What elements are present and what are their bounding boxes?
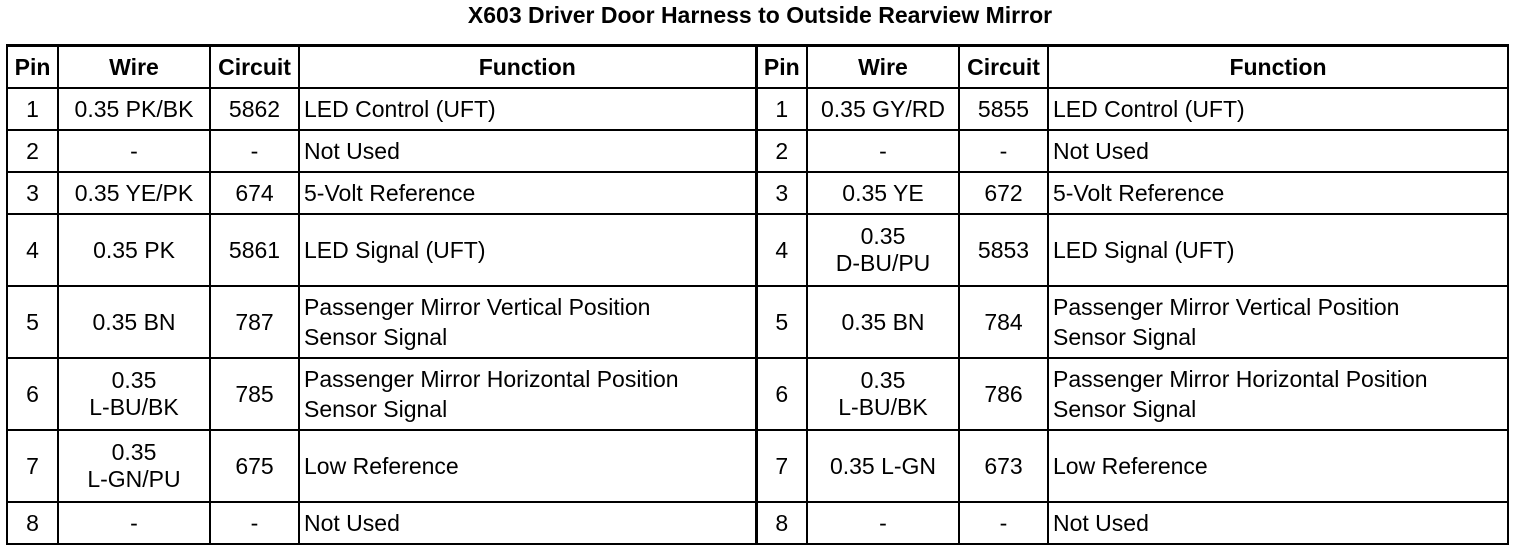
circuit-cell: - xyxy=(959,502,1048,544)
pin-cell: 5 xyxy=(7,286,58,358)
wire-cell xyxy=(58,172,210,214)
wire-text: 0.35 YE xyxy=(842,179,924,206)
header-function: Function xyxy=(299,46,756,89)
function-text: LED Control (UFT) xyxy=(1053,96,1245,122)
wire-text: 0.35 GY/RD xyxy=(821,95,945,122)
function-cell xyxy=(299,88,756,130)
wire-text: 0.35 PK xyxy=(93,236,175,263)
wire-cell xyxy=(58,430,210,502)
pin-cell: 2 xyxy=(756,130,807,172)
wire-cell xyxy=(807,214,959,286)
wire-cell xyxy=(807,286,959,358)
circuit-cell: 787 xyxy=(210,286,299,358)
function-text: Sensor Signal xyxy=(1053,324,1197,350)
wire-cell xyxy=(807,502,959,544)
table-row xyxy=(7,130,1508,172)
function-text: Passenger Mirror Horizontal Position xyxy=(1053,366,1428,392)
circuit-cell: 674 xyxy=(210,172,299,214)
wire-cell xyxy=(58,502,210,544)
wire-text: - xyxy=(130,137,138,164)
function-cell xyxy=(299,358,756,430)
table-row xyxy=(7,286,1508,358)
page-title: X603 Driver Door Harness to Outside Rearview Mirror xyxy=(467,2,1053,28)
function-cell xyxy=(1048,88,1508,130)
table-row xyxy=(7,358,1508,430)
pin-cell: 3 xyxy=(7,172,58,214)
header-wire: Wire xyxy=(807,46,959,89)
function-text: Not Used xyxy=(1053,138,1149,164)
wire-text: L-BU/BK xyxy=(838,394,928,420)
function-cell xyxy=(1048,172,1508,214)
function-cell xyxy=(1048,502,1508,544)
function-text: Passenger Mirror Vertical Position xyxy=(1053,294,1400,320)
wire-text: 0.35 BN xyxy=(92,308,176,335)
wire-cell xyxy=(807,130,959,172)
function-text: LED Signal (UFT) xyxy=(304,237,486,263)
wire-text: 0.35 xyxy=(860,223,906,249)
wire-text: L-GN/PU xyxy=(87,466,181,492)
pin-cell: 8 xyxy=(7,502,58,544)
header-wire: Wire xyxy=(58,46,210,89)
function-text: Low Reference xyxy=(304,453,459,479)
circuit-cell: 5862 xyxy=(210,88,299,130)
function-cell xyxy=(1048,130,1508,172)
function-cell xyxy=(299,286,756,358)
pin-cell: 2 xyxy=(7,130,58,172)
function-text: LED Control (UFT) xyxy=(304,96,496,122)
pin-cell: 4 xyxy=(756,214,807,286)
wire-text: 0.35 BN xyxy=(841,308,925,335)
function-cell xyxy=(1048,358,1508,430)
function-text: Sensor Signal xyxy=(1053,396,1197,422)
function-text: 5-Volt Reference xyxy=(304,180,476,206)
function-cell xyxy=(1048,286,1508,358)
table-body xyxy=(7,88,1508,544)
function-text: Low Reference xyxy=(1053,453,1208,479)
circuit-cell: 675 xyxy=(210,430,299,502)
circuit-cell: 786 xyxy=(959,358,1048,430)
function-text: Passenger Mirror Vertical Position xyxy=(304,294,651,320)
header-function: Function xyxy=(1048,46,1508,89)
function-text: Not Used xyxy=(304,510,400,536)
wire-cell xyxy=(58,358,210,430)
pin-cell: 7 xyxy=(7,430,58,502)
wire-cell xyxy=(807,88,959,130)
pin-cell: 4 xyxy=(7,214,58,286)
header-pin: Pin xyxy=(7,46,58,89)
wire-text: 0.35 xyxy=(111,367,157,393)
connector-pinout-table xyxy=(6,44,1509,545)
function-cell xyxy=(299,502,756,544)
function-cell xyxy=(299,130,756,172)
function-text: Not Used xyxy=(1053,510,1149,536)
circuit-cell: - xyxy=(959,130,1048,172)
table-row xyxy=(7,172,1508,214)
circuit-cell: 784 xyxy=(959,286,1048,358)
wire-text: 0.35 xyxy=(111,439,157,465)
header-circuit: Circuit xyxy=(210,46,299,89)
wire-text: L-BU/BK xyxy=(89,394,179,420)
pin-cell: 3 xyxy=(756,172,807,214)
table-row xyxy=(7,214,1508,286)
wire-text: 0.35 PK/BK xyxy=(74,95,194,122)
wire-cell xyxy=(807,358,959,430)
wire-text: - xyxy=(130,509,138,536)
pin-cell: 1 xyxy=(7,88,58,130)
function-text: Not Used xyxy=(304,138,400,164)
pin-cell: 6 xyxy=(7,358,58,430)
function-cell xyxy=(299,214,756,286)
circuit-cell: 5853 xyxy=(959,214,1048,286)
function-cell xyxy=(1048,430,1508,502)
circuit-cell: 785 xyxy=(210,358,299,430)
pin-cell: 6 xyxy=(756,358,807,430)
function-text: Sensor Signal xyxy=(304,324,448,350)
wire-text: 0.35 YE/PK xyxy=(74,179,194,206)
wire-cell xyxy=(58,286,210,358)
wire-text: - xyxy=(879,137,887,164)
wire-cell xyxy=(58,214,210,286)
wire-text: D-BU/PU xyxy=(835,250,931,276)
function-cell xyxy=(1048,214,1508,286)
wire-cell xyxy=(807,172,959,214)
function-text: LED Signal (UFT) xyxy=(1053,237,1235,263)
function-text: Passenger Mirror Horizontal Position xyxy=(304,366,679,392)
function-text: Sensor Signal xyxy=(304,396,448,422)
wire-text: - xyxy=(879,509,887,536)
circuit-cell: 673 xyxy=(959,430,1048,502)
circuit-cell: - xyxy=(210,502,299,544)
header-row xyxy=(7,46,1508,89)
pin-cell: 5 xyxy=(756,286,807,358)
circuit-cell: - xyxy=(210,130,299,172)
pin-cell: 7 xyxy=(756,430,807,502)
circuit-cell: 5855 xyxy=(959,88,1048,130)
wire-text: 0.35 L-GN xyxy=(829,452,937,479)
header-pin: Pin xyxy=(756,46,807,89)
wire-text: 0.35 xyxy=(860,367,906,393)
function-cell xyxy=(299,172,756,214)
header-circuit: Circuit xyxy=(959,46,1048,89)
circuit-cell: 5861 xyxy=(210,214,299,286)
table-row xyxy=(7,502,1508,544)
function-cell xyxy=(299,430,756,502)
wire-cell xyxy=(58,88,210,130)
pin-cell: 1 xyxy=(756,88,807,130)
table-row xyxy=(7,88,1508,130)
wire-cell xyxy=(807,430,959,502)
wire-cell xyxy=(58,130,210,172)
circuit-cell: 672 xyxy=(959,172,1048,214)
pin-cell: 8 xyxy=(756,502,807,544)
table-row xyxy=(7,430,1508,502)
function-text: 5-Volt Reference xyxy=(1053,180,1225,206)
